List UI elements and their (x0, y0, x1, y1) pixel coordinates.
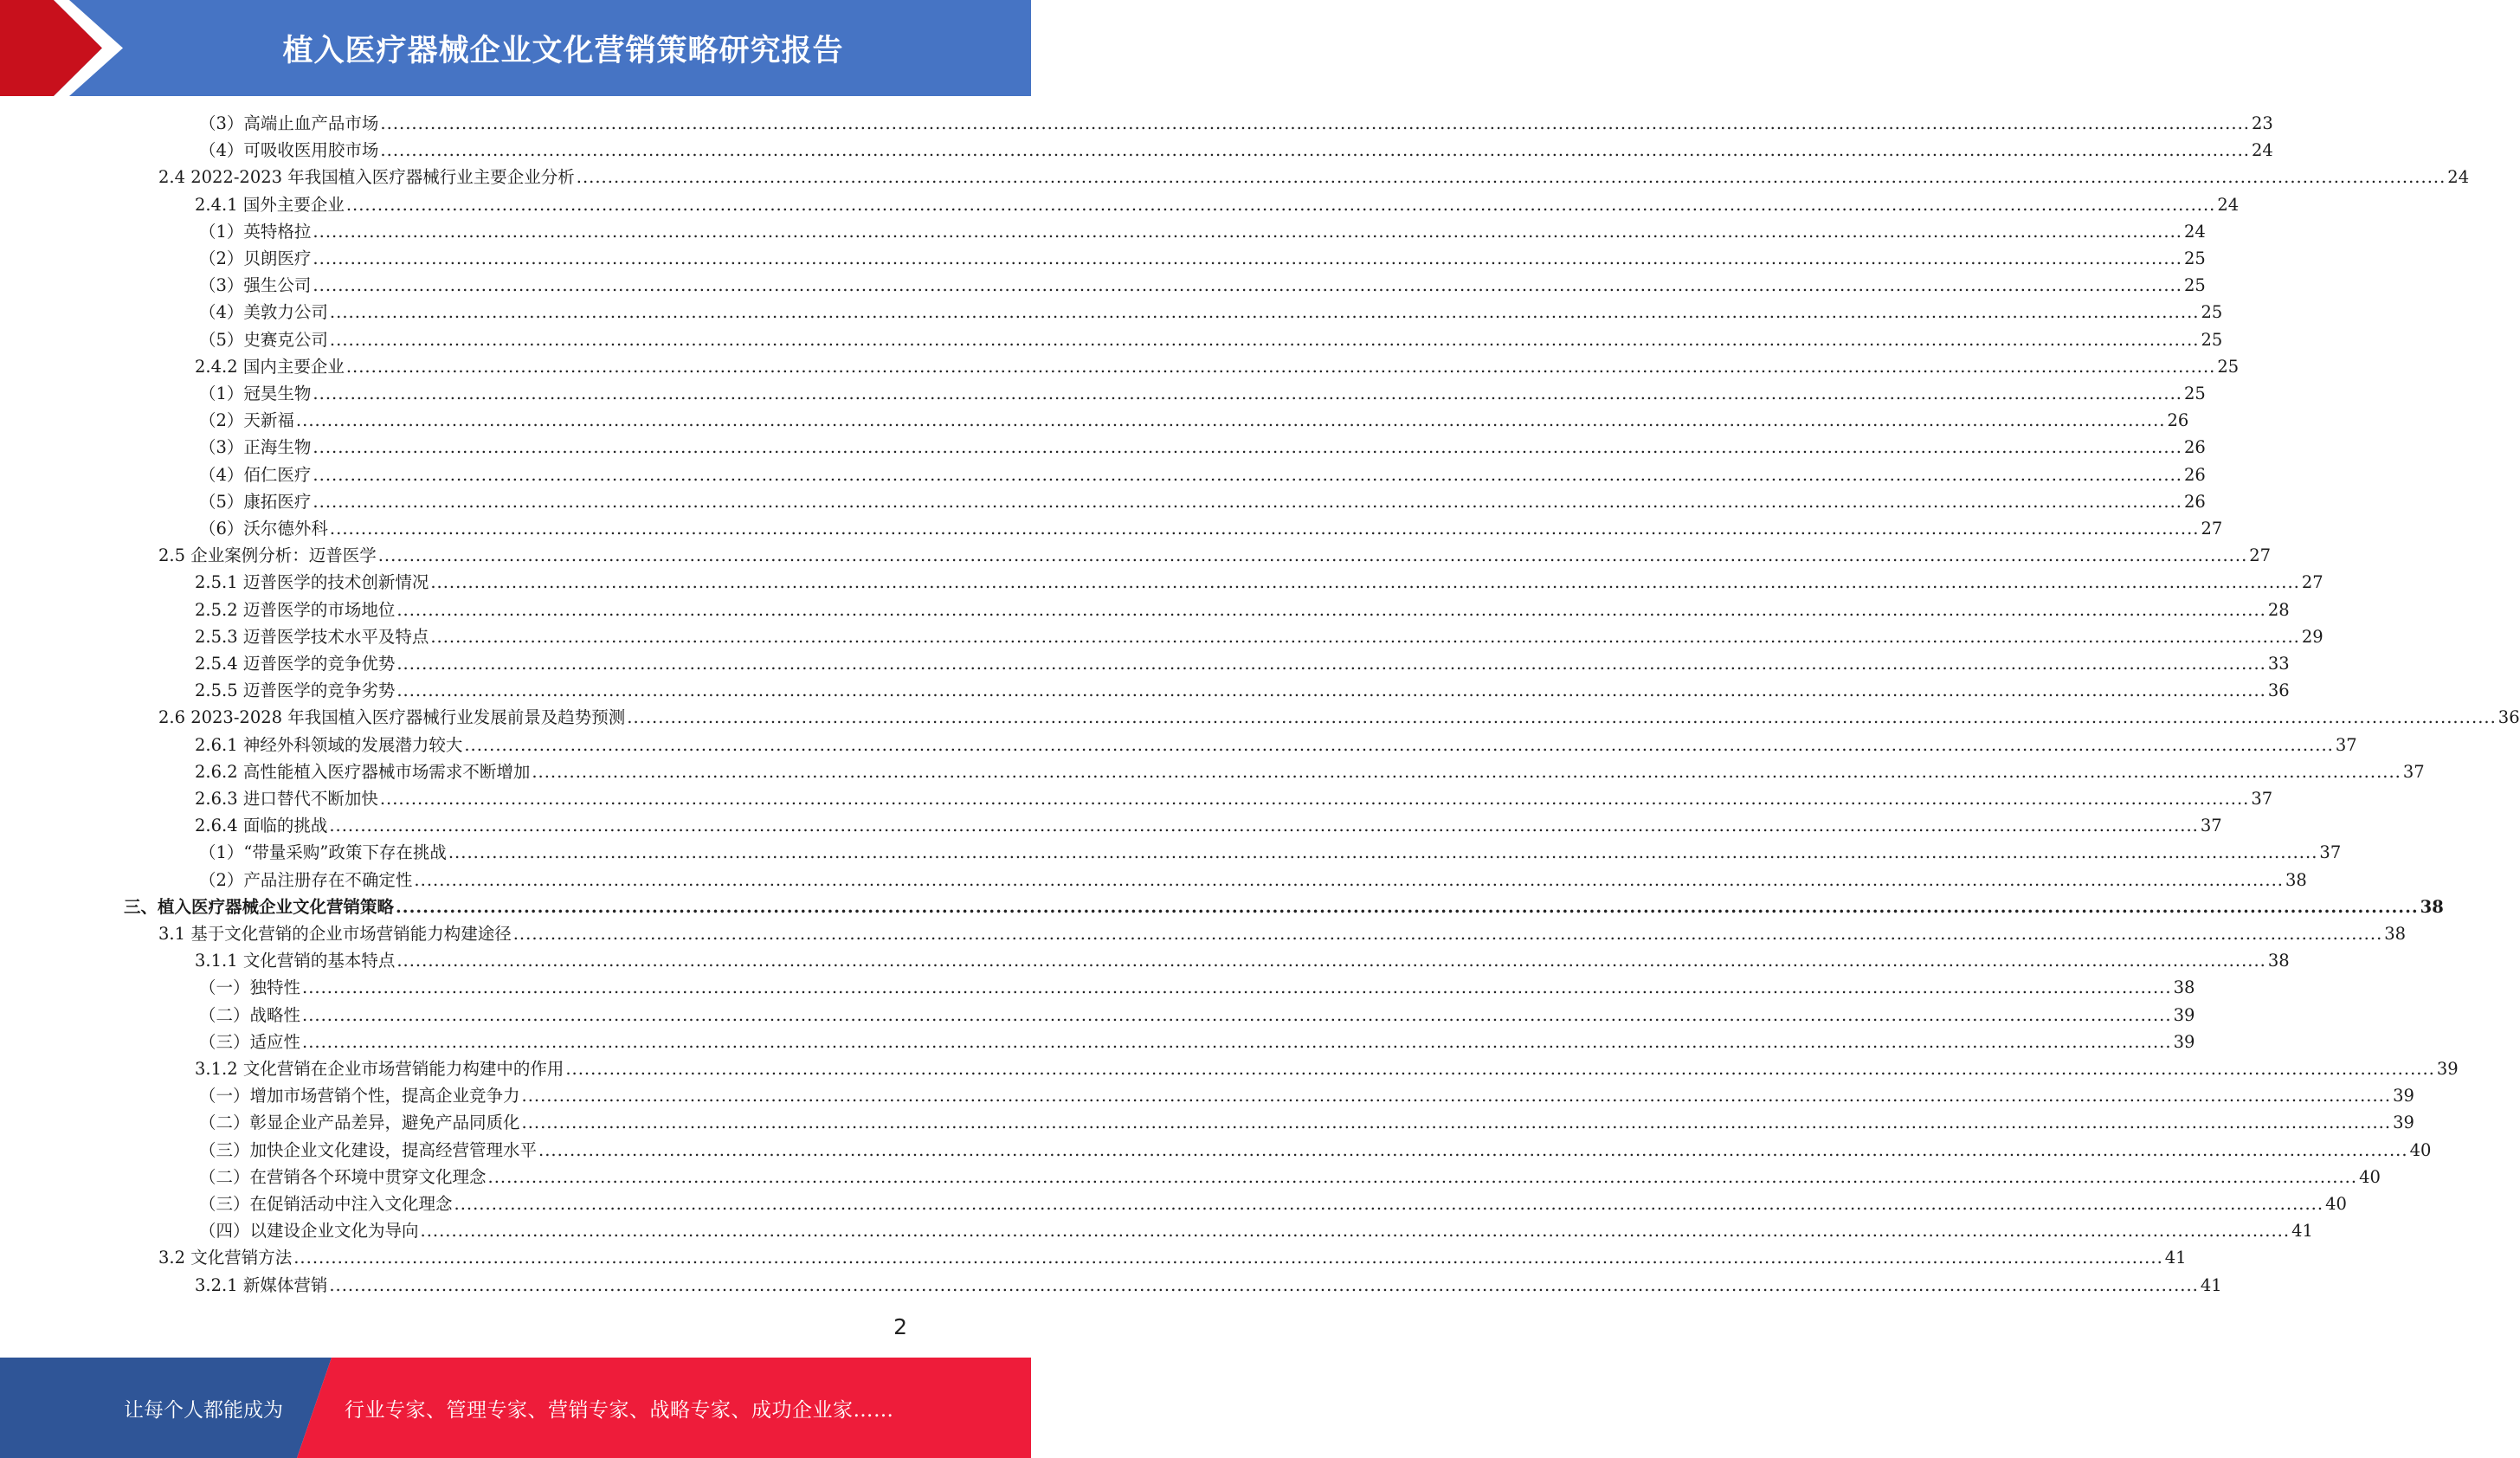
toc-leader-dots: ............................................................................................................................................................................................................................................................................................................ (313, 491, 2182, 512)
page-footer (0, 1358, 1031, 1458)
toc-entry-label: 2.5.3 迈普医学技术水平及特点 (195, 626, 429, 647)
toc-entry-label: 2.5 企业案例分析：迈普医学 (158, 545, 377, 566)
toc-entry-page: 38 (2267, 951, 2290, 971)
toc-leader-dots: ............................................................................................................................................................................................................................................................................................................ (532, 761, 2401, 782)
toc-leader-dots: ............................................................................................................................................................................................................................................................................................................ (302, 1004, 2172, 1025)
toc-entry-label: （二）彰显企业产品差异，避免产品同质化 (199, 1113, 520, 1133)
toc-entry-label: （1）“带量采购”政策下存在挑战 (199, 842, 447, 863)
toc-entry[interactable] (195, 597, 2290, 623)
toc-leader-dots: ............................................................................................................................................................................................................................................................................................................ (329, 816, 2199, 836)
page-number: 2 (893, 1314, 907, 1339)
toc-entry[interactable] (195, 569, 2323, 596)
toc-entry-page: 25 (2183, 275, 2206, 296)
toc-entry-page: 29 (2301, 626, 2323, 647)
toc-leader-dots: ............................................................................................................................................................................................................................................................................................................ (302, 977, 2172, 998)
toc-entry[interactable] (158, 1244, 2187, 1271)
toc-entry[interactable] (195, 732, 2357, 758)
toc-leader-dots: ............................................................................................................................................................................................................................................................................................................ (329, 329, 2200, 350)
toc-entry-page: 26 (2167, 410, 2189, 431)
toc-entry-label: （4）佰仁医疗 (199, 464, 312, 485)
toc-entry-page: 39 (2393, 1113, 2414, 1133)
toc-entry-page: 23 (2251, 113, 2273, 133)
toc-entry[interactable] (199, 488, 2206, 515)
toc-entry[interactable] (199, 1029, 2195, 1055)
toc-entry[interactable] (199, 1109, 2414, 1136)
toc-entry[interactable] (199, 1002, 2195, 1029)
toc-entry[interactable] (199, 380, 2206, 407)
toc-entry[interactable] (195, 677, 2290, 704)
toc-entry[interactable] (195, 623, 2323, 650)
toc-entry-label: （四）以建设企业文化为导向 (199, 1221, 419, 1242)
toc-entry-label: （1）冠昊生物 (199, 384, 312, 403)
toc-entry-page: 36 (2267, 681, 2290, 701)
toc-leader-dots: ............................................................................................................................................................................................................................................................................................................ (396, 951, 2266, 971)
toc-leader-dots: ............................................................................................................................................................................................................................................................................................................ (396, 599, 2266, 620)
toc-entry-page: 40 (2409, 1139, 2432, 1160)
toc-leader-dots: ............................................................................................................................................................................................................................................................................................................ (430, 626, 2300, 647)
toc-entry-label: 2.6.4 面临的挑战 (195, 816, 328, 836)
toc-entry-label: （4）可吸收医用胶市场 (199, 140, 379, 161)
toc-entry[interactable] (158, 542, 2272, 569)
toc-entry-page: 26 (2183, 437, 2206, 458)
toc-entry[interactable] (199, 515, 2223, 542)
toc-entry-page: 25 (2201, 329, 2223, 350)
toc-leader-dots: ............................................................................................................................................................................................................................................................................................................ (414, 869, 2284, 890)
toc-leader-dots: ............................................................................................................................................................................................................................................................................................................ (576, 167, 2446, 188)
toc-entry[interactable] (195, 353, 2240, 380)
toc-entry-page: 37 (2335, 734, 2357, 755)
toc-leader-dots: ............................................................................................................................................................................................................................................................................................................ (430, 572, 2300, 593)
toc-entry-page: 37 (2319, 842, 2342, 863)
toc-leader-dots: ............................................................................................................................................................................................................................................................................................................ (538, 1139, 2408, 1160)
toc-entry-page: 33 (2267, 654, 2290, 674)
toc-entry[interactable] (195, 1055, 2459, 1082)
toc-leader-dots: ............................................................................................................................................................................................................................................................................................................ (454, 1194, 2324, 1214)
toc-entry-page: 39 (2173, 1031, 2195, 1052)
toc-leader-dots: ............................................................................................................................................................................................................................................................................................................ (329, 519, 2200, 539)
toc-entry-label: （2）天新福 (199, 410, 294, 431)
page-header (0, 0, 1031, 96)
toc-entry-page: 25 (2201, 302, 2223, 323)
toc-entry-page: 39 (2393, 1086, 2414, 1106)
toc-entry-label: 2.6 2023-2028 年我国植入医疗器械行业发展前景及趋势预测 (158, 707, 626, 728)
toc-leader-dots: ............................................................................................................................................................................................................................................................................................................ (329, 302, 2200, 323)
toc-entry-label: 2.5.4 迈普医学的竞争优势 (195, 654, 396, 674)
toc-entry-label: 3.2 文化营销方法 (158, 1248, 293, 1268)
toc-entry-label: （一）增加市场营销个性，提高企业竞争力 (199, 1086, 520, 1106)
toc-entry-label: 2.5.5 迈普医学的竞争劣势 (195, 681, 396, 701)
toc-entry-page: 37 (2402, 761, 2425, 782)
toc-entry-page: 41 (2164, 1248, 2187, 1268)
toc-leader-dots: ............................................................................................................................................................................................................................................................................................................ (313, 248, 2182, 268)
toc-entry-label: （3）正海生物 (199, 437, 312, 458)
toc-entry[interactable] (158, 920, 2407, 947)
toc-entry[interactable] (199, 839, 2342, 866)
toc-entry[interactable] (199, 110, 2273, 137)
toc-entry[interactable] (199, 1082, 2414, 1109)
toc-entry-page: 39 (2173, 1004, 2195, 1025)
toc-entry[interactable] (199, 974, 2195, 1001)
toc-leader-dots: ............................................................................................................................................................................................................................................................................................................ (380, 140, 2250, 161)
toc-leader-dots: ............................................................................................................................................................................................................................................................................................................ (379, 789, 2250, 809)
toc-entry-page: 24 (2183, 221, 2206, 242)
toc-entry[interactable] (199, 272, 2206, 299)
toc-leader-dots: ............................................................................................................................................................................................................................................................................................................ (293, 1248, 2163, 1268)
toc-entry-page: 26 (2183, 491, 2206, 512)
toc-entry-label: （三）在促销活动中注入文化理念 (199, 1194, 453, 1214)
toc-entry-label: 2.6.3 进口替代不断加快 (195, 789, 378, 809)
toc-leader-dots: ............................................................................................................................................................................................................................................................................................................ (512, 924, 2383, 944)
toc-entry[interactable] (195, 650, 2290, 677)
toc-entry-page: 27 (2249, 545, 2272, 566)
toc-entry-label: 3.1.2 文化营销在企业市场营销能力构建中的作用 (195, 1059, 564, 1079)
toc-entry[interactable] (195, 1272, 2222, 1299)
toc-entry-page: 28 (2267, 599, 2290, 620)
toc-entry[interactable] (195, 812, 2222, 839)
toc-entry-page: 24 (2217, 194, 2240, 215)
toc-entry[interactable] (199, 1190, 2347, 1217)
toc-leader-dots: ............................................................................................................................................................................................................................................................................................................ (487, 1166, 2358, 1187)
toc-entry[interactable] (124, 894, 2444, 920)
toc-entry[interactable] (195, 758, 2425, 785)
toc-entry-page: 27 (2201, 519, 2223, 539)
toc-entry-page: 41 (2291, 1221, 2313, 1242)
toc-entry[interactable] (199, 245, 2206, 272)
toc-entry-page: 24 (2251, 140, 2273, 161)
toc-entry-label: （2）产品注册存在不确定性 (199, 869, 413, 890)
toc-leader-dots: ............................................................................................................................................................................................................................................................................................................ (377, 545, 2248, 566)
toc-leader-dots: ............................................................................................................................................................................................................................................................................................................ (313, 464, 2182, 485)
toc-entry-page: 27 (2301, 572, 2323, 593)
footer-slogan-left: 让每个人都能成为 (124, 1398, 283, 1422)
toc-entry-label: 2.4.1 国外主要企业 (195, 194, 345, 215)
toc-entry-label: （2）贝朗医疗 (199, 248, 312, 268)
toc-leader-dots: ............................................................................................................................................................................................................................................................................................................ (521, 1086, 2392, 1106)
toc-leader-dots: ............................................................................................................................................................................................................................................................................................................ (396, 896, 2419, 917)
toc-leader-dots: ............................................................................................................................................................................................................................................................................................................ (380, 113, 2250, 133)
toc-entry[interactable] (195, 947, 2290, 974)
toc-entry-label: （3）高端止血产品市场 (199, 113, 379, 133)
toc-leader-dots: ............................................................................................................................................................................................................................................................................................................ (420, 1221, 2291, 1242)
toc-entry-label: 3.1 基于文化营销的企业市场营销能力构建途径 (158, 924, 512, 944)
toc-leader-dots: ............................................................................................................................................................................................................................................................................................................ (345, 356, 2216, 377)
report-title: 植入医疗器械企业文化营销策略研究报告 (282, 33, 844, 68)
toc-entry-page: 25 (2183, 384, 2206, 403)
toc-entry-label: （三）适应性 (199, 1031, 301, 1052)
toc-leader-dots: ............................................................................................................................................................................................................................................................................................................ (313, 437, 2182, 458)
toc-leader-dots: ............................................................................................................................................................................................................................................................................................................ (345, 194, 2216, 215)
toc-entry-label: 3.1.1 文化营销的基本特点 (195, 951, 396, 971)
toc-leader-dots: ............................................................................................................................................................................................................................................................................................................ (448, 842, 2318, 863)
toc-entry[interactable] (199, 1164, 2381, 1190)
toc-entry[interactable] (199, 867, 2307, 894)
toc-entry-label: 2.6.1 神经外科领域的发展潜力较大 (195, 734, 463, 755)
toc-entry-page: 39 (2436, 1059, 2459, 1079)
toc-leader-dots: ............................................................................................................................................................................................................................................................................................................ (329, 1274, 2199, 1295)
footer-slogan-right: 行业专家、管理专家、营销专家、战略专家、成功企业家…… (345, 1398, 894, 1422)
toc-entry[interactable] (195, 785, 2273, 812)
toc-entry-label: 2.4.2 国内主要企业 (195, 356, 345, 377)
toc-entry[interactable] (199, 1137, 2432, 1164)
toc-leader-dots: ............................................................................................................................................................................................................................................................................................................ (521, 1113, 2392, 1133)
toc-entry-label: （5）史赛克公司 (199, 329, 328, 350)
toc-leader-dots: ............................................................................................................................................................................................................................................................................................................ (396, 681, 2266, 701)
toc-entry-page: 38 (2173, 977, 2195, 998)
toc-entry-label: （三）加快企业文化建设，提高经营管理水平 (199, 1139, 538, 1160)
toc-entry-page: 38 (2384, 924, 2407, 944)
toc-entry-page: 25 (2217, 356, 2240, 377)
toc-entry-page: 37 (2200, 816, 2222, 836)
toc-entry[interactable] (199, 299, 2223, 326)
header-arrow-decoration (0, 0, 139, 96)
toc-entry-label: （4）美敦力公司 (199, 302, 328, 323)
toc-entry-page: 24 (2447, 167, 2470, 188)
toc-entry-page: 41 (2200, 1274, 2222, 1295)
toc-entry[interactable] (158, 704, 2520, 731)
toc-entry[interactable] (199, 461, 2206, 488)
toc-leader-dots: ............................................................................................................................................................................................................................................................................................................ (313, 221, 2182, 242)
toc-entry-label: 三、植入医疗器械企业文化营销策略 (124, 896, 395, 917)
toc-leader-dots: ............................................................................................................................................................................................................................................................................................................ (313, 384, 2182, 403)
toc-entry-label: （3）强生公司 (199, 275, 312, 296)
toc-entry-page: 38 (2420, 896, 2444, 917)
toc-entry-label: 2.5.2 迈普医学的市场地位 (195, 599, 396, 620)
toc-entry-label: 2.5.1 迈普医学的技术创新情况 (195, 572, 429, 593)
toc-entry-label: （5）康拓医疗 (199, 491, 312, 512)
toc-entry-page: 26 (2183, 464, 2206, 485)
toc-leader-dots: ............................................................................................................................................................................................................................................................................................................ (302, 1031, 2172, 1052)
toc-entry[interactable] (199, 434, 2206, 461)
toc-entry[interactable] (158, 164, 2470, 190)
toc-leader-dots: ............................................................................................................................................................................................................................................................................................................ (464, 734, 2334, 755)
toc-entry-label: （二）战略性 (199, 1004, 301, 1025)
toc-leader-dots: ............................................................................................................................................................................................................................................................................................................ (396, 654, 2266, 674)
toc-entry[interactable] (199, 326, 2223, 353)
toc-entry-page: 38 (2285, 869, 2307, 890)
toc-entry-page: 37 (2251, 789, 2273, 809)
toc-entry-page: 36 (2497, 707, 2520, 728)
toc-entry-page: 25 (2183, 248, 2206, 268)
toc-entry-label: 2.6.2 高性能植入医疗器械市场需求不断增加 (195, 761, 531, 782)
toc-entry-label: 2.4 2022-2023 年我国植入医疗器械行业主要企业分析 (158, 167, 575, 188)
toc-entry[interactable] (199, 407, 2189, 434)
toc-entry-label: （二）在营销各个环境中贯穿文化理念 (199, 1166, 487, 1187)
toc-leader-dots: ............................................................................................................................................................................................................................................................................................................ (295, 410, 2166, 431)
toc-leader-dots: ............................................................................................................................................................................................................................................................................................................ (313, 275, 2182, 296)
toc-entry-page: 40 (2325, 1194, 2347, 1214)
toc-entry-label: 3.2.1 新媒体营销 (195, 1274, 328, 1295)
toc-leader-dots: ............................................................................................................................................................................................................................................................................................................ (565, 1059, 2435, 1079)
toc-entry-label: （6）沃尔德外科 (199, 519, 328, 539)
toc-entry[interactable] (199, 1217, 2313, 1244)
toc-leader-dots: ............................................................................................................................................................................................................................................................................................................ (627, 707, 2497, 728)
toc-entry-page: 40 (2359, 1166, 2381, 1187)
toc-entry-label: （一）独特性 (199, 977, 301, 998)
toc-entry[interactable] (199, 218, 2206, 245)
toc-entry-label: （1）英特格拉 (199, 221, 312, 242)
toc-entry[interactable] (195, 191, 2240, 218)
toc-entry[interactable] (199, 137, 2273, 164)
